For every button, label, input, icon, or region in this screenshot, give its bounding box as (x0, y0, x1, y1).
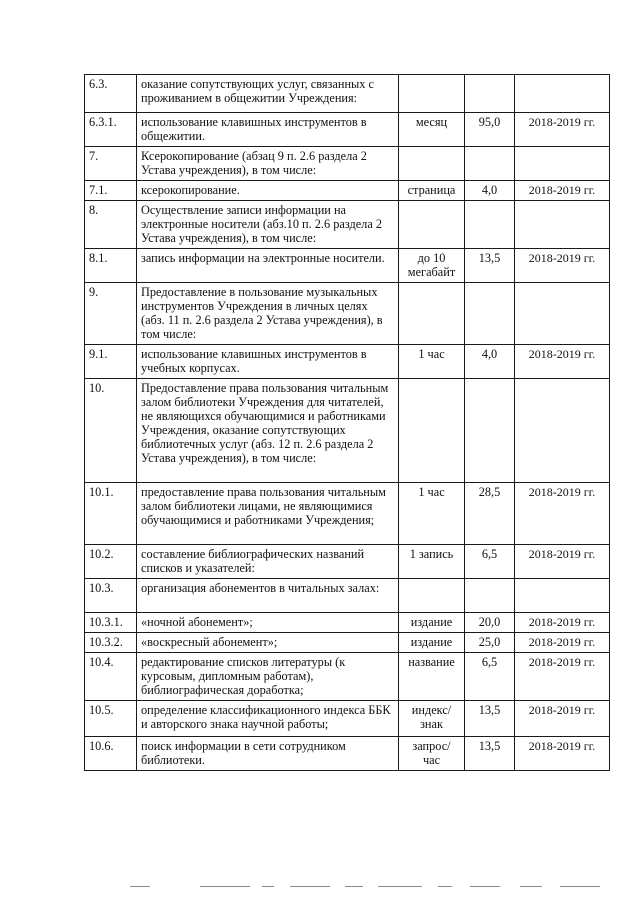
table-row (85, 147, 610, 181)
service-description-cell: организация абонементов в читальных залах: (137, 579, 399, 613)
price-cell: 95,0 (465, 113, 515, 147)
price-cell: 20,0 (465, 613, 515, 633)
table-row (85, 379, 610, 483)
unit-cell: до 10 мегабайт (399, 249, 465, 283)
item-number-cell: 10.3.1. (85, 613, 137, 633)
item-number-cell: 8.1. (85, 249, 137, 283)
period-cell (515, 201, 610, 249)
item-number-cell: 10.3.2. (85, 633, 137, 653)
period-cell: 2018-2019 гг. (515, 545, 610, 579)
item-number-cell: 10.2. (85, 545, 137, 579)
service-description-cell: предоставление права пользования читальным залом библиотеки лицами, не являющимися обучающимися и работниками Учреждения; (137, 483, 399, 545)
unit-cell (399, 201, 465, 249)
period-cell: 2018-2019 гг. (515, 181, 610, 201)
item-number-cell: 10.5. (85, 701, 137, 737)
service-description-cell: Предоставление права пользования читальным залом библиотеки Учреждения для читателей, не являющихся обучающимися и работниками Учреждения, оказание сопутствующих библиотечных услуг (абз. 12 п. 2.6 раздела 2 Устава учреждения), в том числе: (137, 379, 399, 483)
period-cell: 2018-2019 гг. (515, 737, 610, 771)
unit-cell: издание (399, 613, 465, 633)
item-number-cell: 7. (85, 147, 137, 181)
unit-cell: издание (399, 633, 465, 653)
period-cell: 2018-2019 гг. (515, 483, 610, 545)
period-cell (515, 579, 610, 613)
fees-table-body (85, 75, 610, 771)
item-number-cell: 10.3. (85, 579, 137, 613)
service-description-cell: Осуществление записи информации на электронные носители (абз.10 п. 2.6 раздела 2 Устава учреждения), в том числе: (137, 201, 399, 249)
item-number-cell: 10.1. (85, 483, 137, 545)
price-cell: 13,5 (465, 737, 515, 771)
period-cell (515, 75, 610, 113)
unit-cell (399, 147, 465, 181)
price-cell: 25,0 (465, 633, 515, 653)
unit-cell: 1 час (399, 345, 465, 379)
table-row (85, 545, 610, 579)
unit-cell: индекс/ знак (399, 701, 465, 737)
unit-cell: страница (399, 181, 465, 201)
table-row (85, 579, 610, 613)
period-cell (515, 379, 610, 483)
price-cell: 4,0 (465, 181, 515, 201)
price-cell: 4,0 (465, 345, 515, 379)
service-description-cell: поиск информации в сети сотрудником библиотеки. (137, 737, 399, 771)
price-cell (465, 579, 515, 613)
price-cell (465, 147, 515, 181)
price-cell: 6,5 (465, 653, 515, 701)
item-number-cell: 9. (85, 283, 137, 345)
service-description-cell: использование клавишных инструментов в общежитии. (137, 113, 399, 147)
table-row (85, 283, 610, 345)
unit-cell (399, 75, 465, 113)
table-row (85, 737, 610, 771)
table-row (85, 701, 610, 737)
item-number-cell: 6.3. (85, 75, 137, 113)
item-number-cell: 7.1. (85, 181, 137, 201)
price-cell (465, 201, 515, 249)
table-row (85, 75, 610, 113)
price-cell: 6,5 (465, 545, 515, 579)
service-description-cell: ксерокопирование. (137, 181, 399, 201)
unit-cell (399, 579, 465, 613)
item-number-cell: 10. (85, 379, 137, 483)
table-row (85, 113, 610, 147)
item-number-cell: 10.4. (85, 653, 137, 701)
scan-artifact-lines (0, 880, 640, 900)
service-description-cell: использование клавишных инструментов в учебных корпусах. (137, 345, 399, 379)
price-cell (465, 283, 515, 345)
price-cell: 13,5 (465, 701, 515, 737)
item-number-cell: 9.1. (85, 345, 137, 379)
period-cell: 2018-2019 гг. (515, 653, 610, 701)
period-cell: 2018-2019 гг. (515, 113, 610, 147)
price-cell (465, 75, 515, 113)
service-description-cell: Предоставление в пользование музыкальных инструментов Учреждения в личных целях (абз. 11 п. 2.6 раздела 2 Устава учреждения), в том числе: (137, 283, 399, 345)
table-row (85, 633, 610, 653)
unit-cell: название (399, 653, 465, 701)
service-description-cell: Ксерокопирование (абзац 9 п. 2.6 раздела 2 Устава учреждения), в том числе: (137, 147, 399, 181)
period-cell: 2018-2019 гг. (515, 613, 610, 633)
table-row (85, 613, 610, 633)
table-row (85, 653, 610, 701)
item-number-cell: 10.6. (85, 737, 137, 771)
item-number-cell: 8. (85, 201, 137, 249)
period-cell: 2018-2019 гг. (515, 633, 610, 653)
price-cell (465, 379, 515, 483)
service-description-cell: составление библиографических названий списков и указателей: (137, 545, 399, 579)
period-cell: 2018-2019 гг. (515, 249, 610, 283)
service-description-cell: определение классификационного индекса ББК и авторского знака научной работы; (137, 701, 399, 737)
service-description-cell: запись информации на электронные носители. (137, 249, 399, 283)
period-cell: 2018-2019 гг. (515, 345, 610, 379)
unit-cell (399, 379, 465, 483)
unit-cell (399, 283, 465, 345)
unit-cell: 1 час (399, 483, 465, 545)
fees-table (84, 74, 610, 771)
unit-cell: 1 запись (399, 545, 465, 579)
service-description-cell: «воскресный абонемент»; (137, 633, 399, 653)
table-row (85, 483, 610, 545)
service-description-cell: оказание сопутствующих услуг, связанных с проживанием в общежитии Учреждения: (137, 75, 399, 113)
price-cell: 13,5 (465, 249, 515, 283)
period-cell (515, 283, 610, 345)
service-description-cell: редактирование списков литературы (к курсовым, дипломным работам), библиографическая доработка; (137, 653, 399, 701)
period-cell (515, 147, 610, 181)
table-row (85, 201, 610, 249)
table-row (85, 345, 610, 379)
period-cell: 2018-2019 гг. (515, 701, 610, 737)
unit-cell: месяц (399, 113, 465, 147)
table-row (85, 249, 610, 283)
unit-cell: запрос/ час (399, 737, 465, 771)
service-description-cell: «ночной абонемент»; (137, 613, 399, 633)
item-number-cell: 6.3.1. (85, 113, 137, 147)
table-row (85, 181, 610, 201)
price-cell: 28,5 (465, 483, 515, 545)
